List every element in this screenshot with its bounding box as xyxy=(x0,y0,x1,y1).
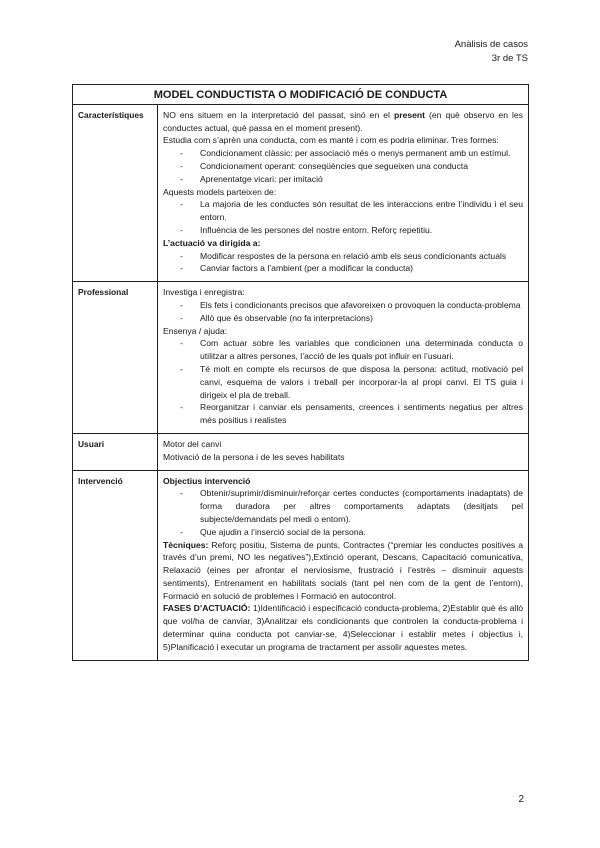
row-professional xyxy=(73,282,529,434)
paragraph-ensenya: Ensenya / ajuda: xyxy=(163,325,228,336)
text-segment: (en què observo en les conductes actual, què passa en el moment present). xyxy=(163,109,523,133)
page-header xyxy=(455,38,528,66)
list-item: - La majoria de les conductes són resultat de les interaccions entre l’individu i el seu entorn. xyxy=(200,198,523,224)
list-item: - Té molt en compte els recursos de que disposa la persona: actitud, motivació pel canvi, esquema de valors i treball per incorporar-la al propi canvi. El TS guia i dirigeix el pla de treball. xyxy=(200,363,523,401)
row-label-usuari: Usuari xyxy=(73,433,158,470)
list-item: - Que ajudin a l’inserció social de la persona. xyxy=(200,526,523,539)
fases-text: 1)Identificació i especificació conducta-problema, 2)Establir què és allò que vol/ha de canviar, 3)Analitzar els condicionants que controlen la conducta-problema i determinar quina conducta pot canviar-se, 4)Seleccionar i establir metes i objectius i, 5)Planificació i executar un programa de tractament per assolir aquestes metes. xyxy=(163,603,524,652)
row-usuari xyxy=(73,433,529,470)
content-table xyxy=(72,84,529,661)
row-label-professional: Professional xyxy=(73,282,158,434)
list-item: - Allò que és observable (no fa interpretacions) xyxy=(200,312,523,325)
paragraph-learning: Estudia com s’aprèn una conducta, com es manté i com es podria eliminar. Tres formes: xyxy=(163,135,499,146)
table-title: MODEL CONDUCTISTA O MODIFICACIÓ DE CONDUCTA xyxy=(73,85,529,105)
row-content-caracteristiques xyxy=(158,104,529,281)
row-label-intervencio: Intervenció xyxy=(73,470,158,660)
header-subject: Anàlisis de casos xyxy=(454,39,528,50)
paragraph-objectius-title: Objectius intervenció xyxy=(163,475,251,486)
list-item: - Condicionament clàssic: per associació més o menys permanent amb un estímul. xyxy=(200,147,523,160)
list-item: - Com actuar sobre les variables que condicionen una determinada conducta o utilitzar a altres persones, l’acció de les quals pot influir en l’usuari. xyxy=(200,337,523,363)
paragraph-motivacio: Motivació de la persona i de les seves habilitats xyxy=(163,451,345,462)
list-aims xyxy=(163,250,523,276)
paragraph-investiga: Investiga i enregistra: xyxy=(163,287,245,298)
list-item: - Obtenir/suprimir/disminuir/reforçar certes conductes (comportaments inadaptats) de forma duradora per altres comportaments adaptats (desitjats pel subjecte/demandats pel medi o entorn). xyxy=(200,487,523,525)
paragraph-fases xyxy=(163,602,523,653)
list-bases xyxy=(163,198,523,236)
row-content-professional xyxy=(158,282,529,434)
row-intervencio xyxy=(73,470,529,660)
paragraph-present xyxy=(163,109,523,135)
page-number: 2 xyxy=(518,794,524,805)
list-objectius xyxy=(163,487,523,538)
list-item: - Condicionament operant: conseqüències que segueixen una conducta xyxy=(200,160,523,173)
row-content-usuari xyxy=(158,433,529,470)
row-label-caracteristiques: Característiques xyxy=(73,104,158,281)
list-item: - Influència de les persones del nostre entorn. Reforç repetitiu. xyxy=(200,224,523,237)
tecniques-text: Reforç positiu, Sistema de punts, Contractes (“premiar les conductes positives a través d’un premi, NO les negatives”),Extinció operant, Descans, Capacitació comunicativa, Relaxació (eines per afrontar el nerviosisme, frustració i l’estrès – disminuir aquests sentiments), Entrenament en habilitats socials (tant pel nen com de la gent de l’entorn), Formació en solució de problemes i Formació en autocontrol. xyxy=(163,539,523,601)
list-item: - Aprenentatge vicari: per imitació xyxy=(200,173,523,186)
list-item: - Reorganitzar i canviar els pensaments, creences i sentiments negatius per altres més positius i realistes xyxy=(200,401,523,427)
list-forms xyxy=(163,147,523,185)
list-ensenya xyxy=(163,337,523,427)
paragraph-motor: Motor del canvi xyxy=(163,438,222,449)
title-row xyxy=(73,85,529,105)
fases-label: FASES D’ACTUACIÓ: xyxy=(163,603,251,614)
header-course: 3r de TS xyxy=(491,53,528,64)
tecniques-label: Tècniques: xyxy=(163,539,209,550)
text-present-bold: present xyxy=(393,109,426,120)
list-investiga xyxy=(163,299,523,325)
text-segment: NO ens situem en la interpretació del passat, sinó en el xyxy=(163,109,394,120)
paragraph-aims: L’actuació va dirigida a: xyxy=(163,237,261,248)
paragraph-tecniques xyxy=(163,539,523,603)
row-content-intervencio xyxy=(158,470,529,660)
list-item: - Canviar factors a l’ambient (per a modificar la conducta) xyxy=(200,262,523,275)
paragraph-bases: Aquests models parteixen de: xyxy=(163,186,277,197)
list-item: - Modificar respostes de la persona en relació amb els seus condicionants actuals xyxy=(200,250,523,263)
row-caracteristiques xyxy=(73,104,529,281)
list-item: - Els fets i condicionants precisos que afavoreixen o provoquen la conducta-problema xyxy=(200,299,523,312)
